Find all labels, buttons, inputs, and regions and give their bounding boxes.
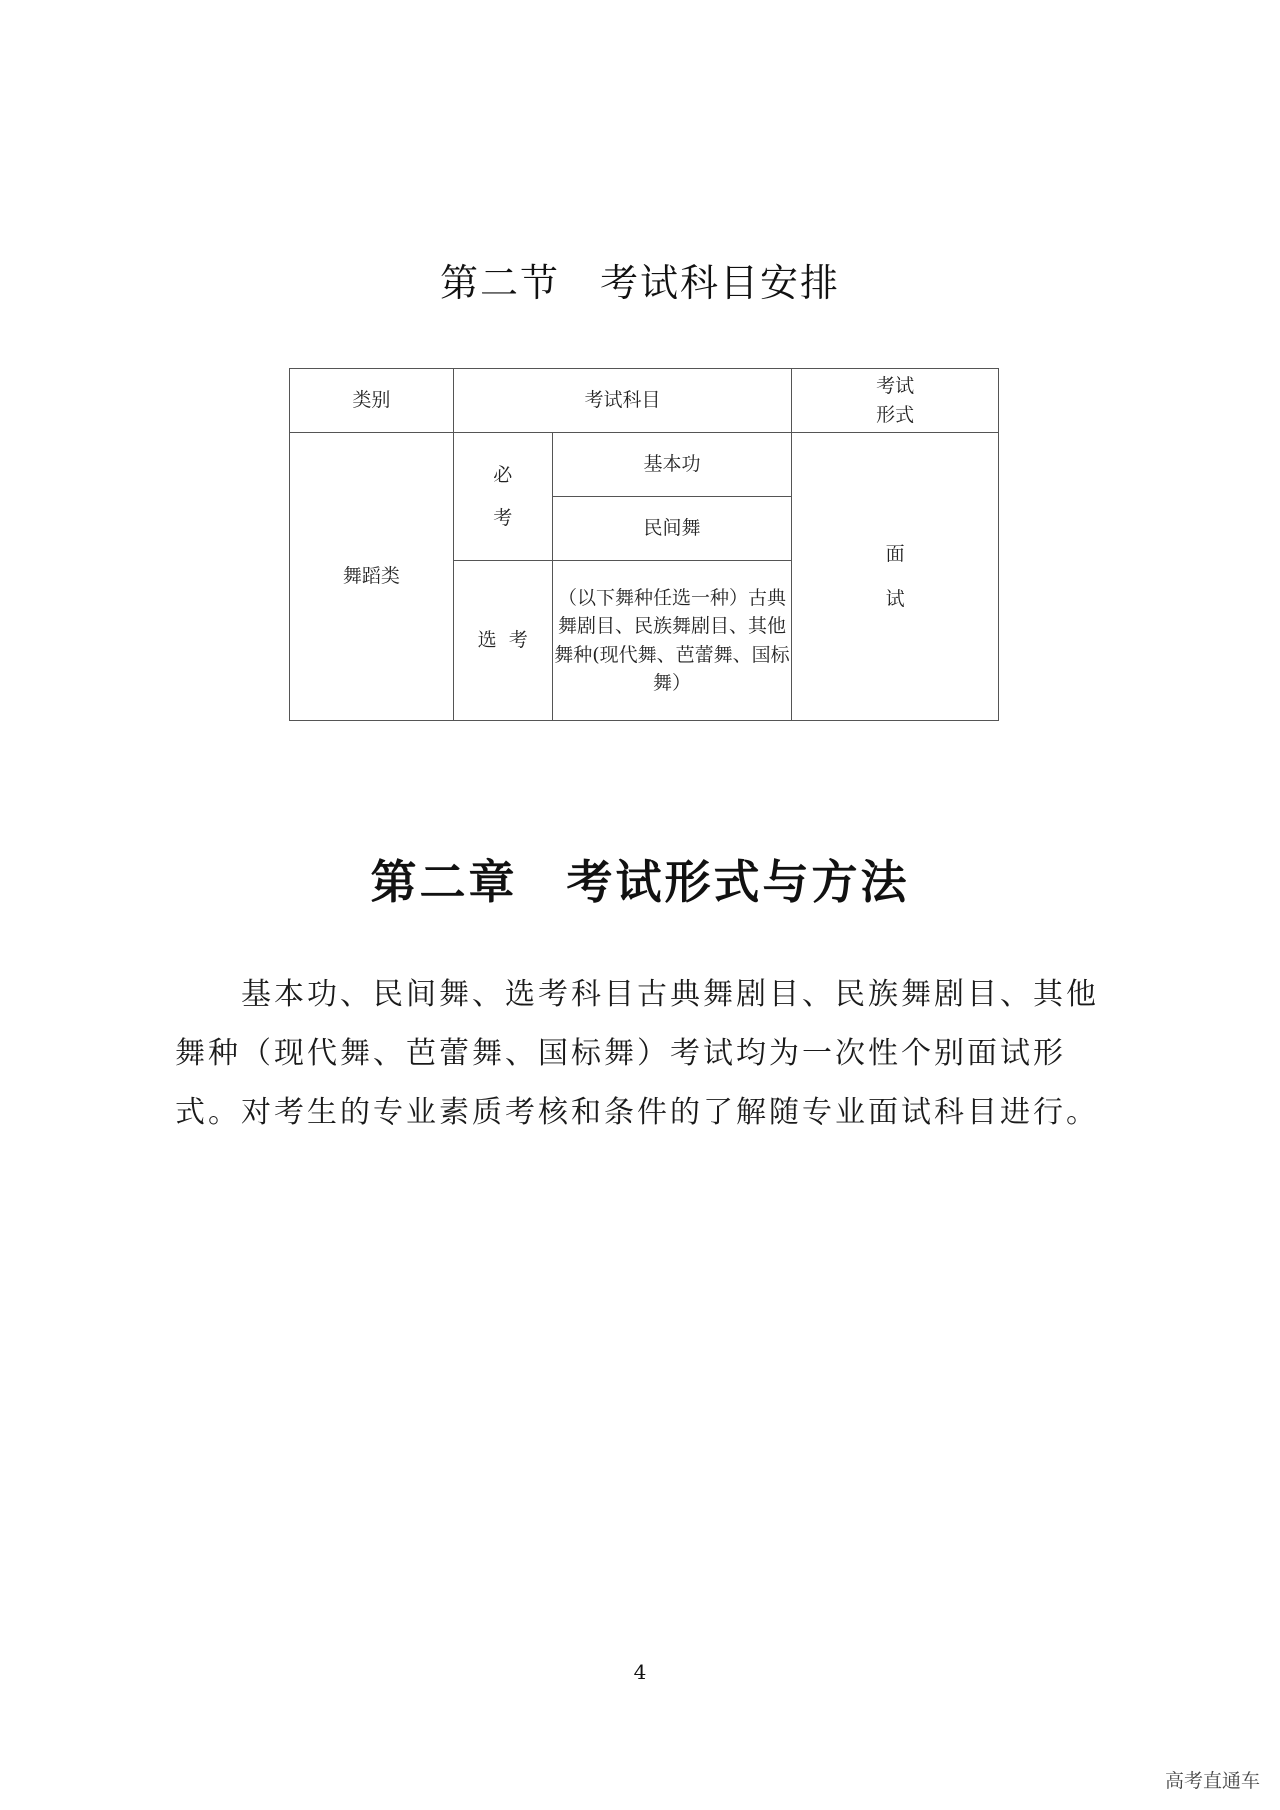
exam-subjects-table [289, 368, 999, 721]
header-subjects: 考试科目 [453, 369, 792, 433]
format-line2: 试 [885, 587, 905, 610]
required-label-line1: 必 [493, 464, 513, 486]
header-category: 类别 [290, 369, 454, 433]
required-item-basic: 基本功 [552, 433, 792, 497]
elective-options-cell: （以下舞种任选一种）古典舞剧目、民族舞剧目、其他舞种(现代舞、芭蕾舞、国标舞） [552, 561, 792, 721]
required-label-cell [453, 433, 552, 561]
required-label-line2: 考 [493, 506, 513, 529]
format-cell [792, 433, 999, 721]
category-cell: 舞蹈类 [290, 433, 454, 721]
header-format [792, 369, 999, 433]
table-header-row [290, 369, 999, 433]
header-format-line2: 形式 [876, 403, 915, 426]
table-row [290, 433, 999, 497]
format-line1: 面 [885, 543, 905, 565]
required-item-folk: 民间舞 [552, 497, 792, 561]
watermark: 高考直通车 [1164, 1770, 1260, 1792]
page-number: 4 [633, 1660, 647, 1684]
section-title: 第二节 考试科目安排 [439, 261, 840, 305]
header-format-line1: 考试 [876, 375, 915, 397]
chapter-title: 第二章 考试形式与方法 [370, 855, 910, 909]
body-paragraph: 基本功、民间舞、选考科目古典舞剧目、民族舞剧目、其他舞种（现代舞、芭蕾舞、国标舞）考试均为一次性个别面试形式。对考生的专业素质考核和条件的了解随专业面试科目进行。 [175, 977, 1099, 1130]
elective-label-cell: 选 考 [453, 561, 552, 721]
